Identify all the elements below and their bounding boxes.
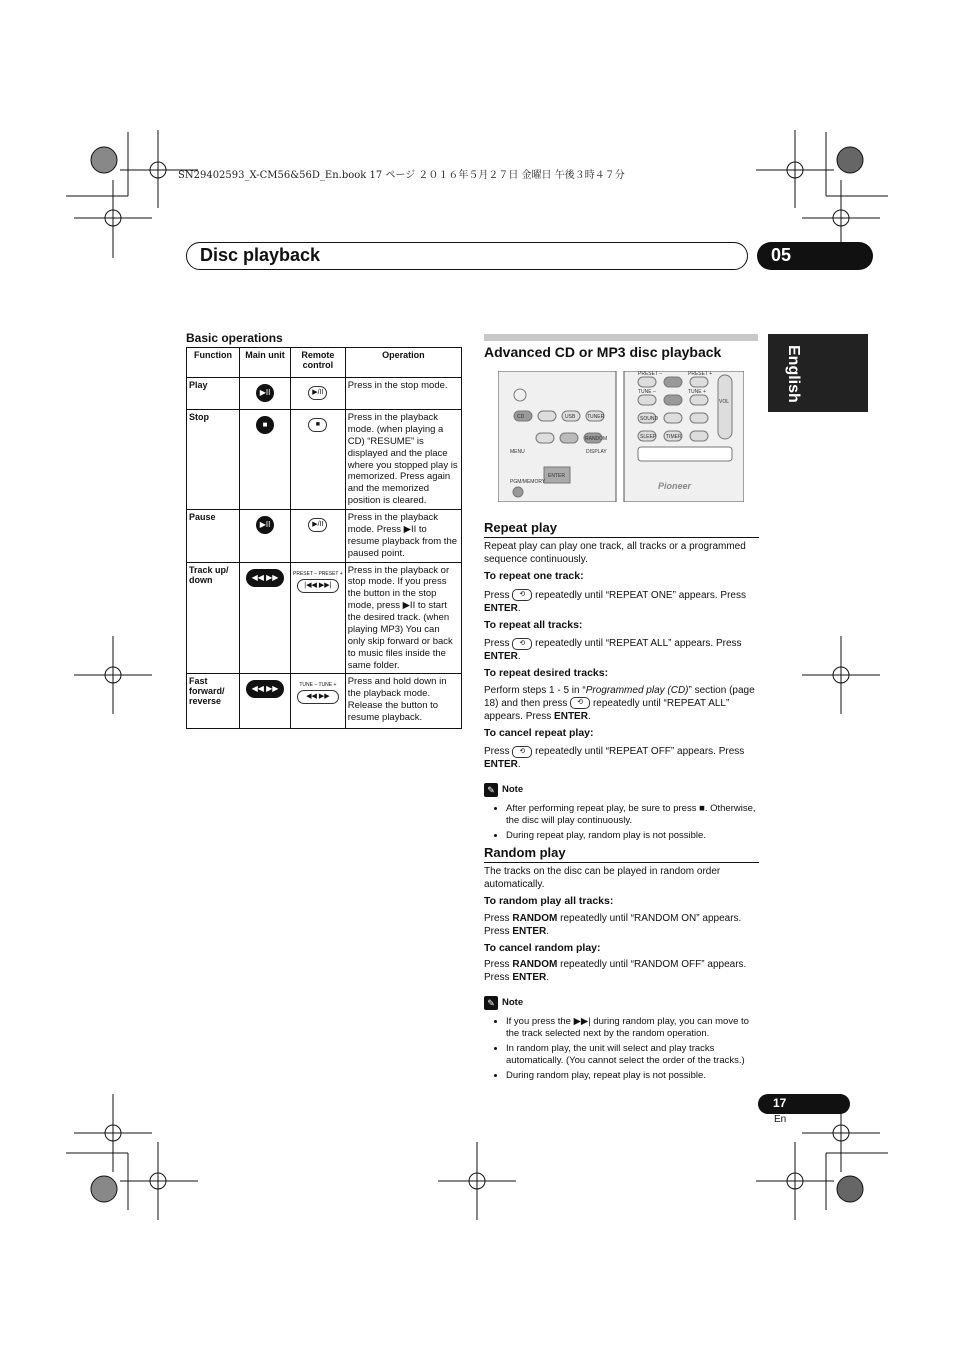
language-tab-label: English xyxy=(785,345,802,403)
repeat-one-instruction: repeatedly until “REPEAT ONE” appears. Press xyxy=(535,589,746,601)
repeat-note-header xyxy=(484,783,759,797)
repeat-desired-heading: To repeat desired tracks: xyxy=(484,667,609,680)
chapter-badge xyxy=(757,242,873,270)
repeat-all-text xyxy=(484,637,759,663)
table-row xyxy=(187,510,462,563)
remote-cell xyxy=(291,410,346,510)
section-rule xyxy=(484,334,758,341)
basic-operations-table xyxy=(186,347,462,729)
main-unit-cell xyxy=(240,378,291,410)
remote-tuner-label: TUNER xyxy=(587,414,605,420)
file-header: SN29402593_X-CM56&56D_En.book 17 ページ ２０１６年５月２７日 金曜日 午後３時４７分 xyxy=(178,170,625,181)
remote-control-illustration xyxy=(498,371,744,502)
press-word: Press xyxy=(484,589,510,601)
enter-keyword: ENTER xyxy=(484,602,518,614)
repeat-desired-text xyxy=(484,684,759,723)
period: . xyxy=(587,710,591,722)
tune-plus-label: TUNE + xyxy=(318,682,337,689)
random-keyword: RANDOM xyxy=(512,959,558,971)
random-cancel-heading: To cancel random play: xyxy=(484,941,601,954)
desired-post: repeatedly until “REPEAT ALL” appears. Press xyxy=(484,697,730,722)
enter-keyword: ENTER xyxy=(554,710,588,722)
random-all-instruction: repeatedly until “RANDOM ON” appears. Press xyxy=(484,912,742,937)
play-pause-icon: ▶II xyxy=(256,384,274,402)
row-function: Stop xyxy=(187,410,240,510)
preset-minus-label: PRESET – xyxy=(293,570,318,577)
remote-timer-label: TIMER xyxy=(666,434,682,440)
remote-cell xyxy=(291,510,346,563)
row-function: Pause xyxy=(187,510,240,563)
remote-sleep-label: SLEEP xyxy=(640,434,657,440)
remote-cell xyxy=(291,562,346,674)
desired-pre: Perform steps 1 - 5 in “ xyxy=(484,684,586,696)
remote-display-label: DISPLAY xyxy=(586,449,607,455)
period: . xyxy=(517,651,521,663)
repeat-one-text xyxy=(484,589,759,615)
repeat-section xyxy=(484,520,759,845)
repeat-intro: Repeat play can play one track, all tracks or a programmed sequence continuously. xyxy=(484,540,746,565)
remote-sound-label: SOUND xyxy=(640,416,659,422)
random-cancel-instruction: repeatedly until “RANDOM OFF” appears. Press xyxy=(484,959,747,984)
col-main-unit: Main unit xyxy=(240,348,291,378)
list-item: • If you press the ▶▶| during random play, you can move to the track selected next by the random operation. xyxy=(506,1016,759,1040)
table-header-row xyxy=(187,348,462,378)
page-language: En xyxy=(774,1114,787,1125)
page-number: 17 xyxy=(773,1096,787,1110)
row-operation: Press in the stop mode. xyxy=(345,378,461,410)
period: . xyxy=(546,925,550,937)
col-operation: Operation xyxy=(345,348,461,378)
remote-cell xyxy=(291,674,346,729)
repeat-cancel-text xyxy=(484,745,759,771)
note-label: Note xyxy=(502,784,524,796)
remote-usb-label: USB xyxy=(565,414,576,420)
random-cancel-text xyxy=(484,958,759,984)
col-function: Function xyxy=(187,348,240,378)
repeat-cancel-heading: To cancel repeat play: xyxy=(484,726,594,739)
remote-vol-label: VOL xyxy=(719,399,730,405)
play-pause-remote-icon: ▶/II xyxy=(308,518,327,532)
basic-operations-label: Basic operations xyxy=(186,331,283,345)
note-icon: ✎ xyxy=(484,996,498,1010)
list-item: • During random play, repeat play is not possible. xyxy=(506,1070,759,1082)
row-function: Fast forward/ reverse xyxy=(187,674,240,729)
remote-preset-minus-label: PRESET – xyxy=(638,371,663,377)
enter-keyword: ENTER xyxy=(484,759,518,771)
random-keyword: RANDOM xyxy=(512,912,558,924)
list-item: • In random play, the unit will select and play tracks automatically. (You cannot select the order of the tracks.) xyxy=(506,1043,759,1067)
enter-keyword: ENTER xyxy=(484,651,518,663)
tune-minus-label: TUNE – xyxy=(299,682,318,689)
col-remote-control: Remote control xyxy=(291,348,346,378)
period: . xyxy=(517,602,521,614)
remote-enter-label: ENTER xyxy=(548,473,565,479)
random-heading: Random play xyxy=(484,845,759,863)
row-operation: Press in the playback mode. (when playing a CD) “RESUME” is displayed and the place where you stopped play is memorized. Press again and the memorized position is cleared. xyxy=(345,410,461,510)
list-item: • After performing repeat play, be sure to press ■. Otherwise, the disc will play continuously. xyxy=(506,803,759,827)
row-function: Play xyxy=(187,378,240,410)
advanced-heading: Advanced CD or MP3 disc playback xyxy=(484,344,722,360)
play-pause-remote-icon: ▶/II xyxy=(308,386,327,400)
main-unit-cell xyxy=(240,674,291,729)
press-word: Press xyxy=(484,912,510,924)
remote-tune-minus-label: TUNE – xyxy=(638,389,656,395)
tune-labels xyxy=(293,682,343,688)
random-note-header xyxy=(484,996,759,1010)
repeat-one-heading: To repeat one track: xyxy=(484,569,584,582)
table-row xyxy=(187,378,462,410)
random-all-heading: To random play all tracks: xyxy=(484,894,614,907)
repeat-icon: ⟲ xyxy=(512,638,532,650)
skip-remote-icon: |◀◀ ▶▶| xyxy=(297,579,339,593)
table-row xyxy=(187,562,462,674)
remote-preset-plus-label: PRESET + xyxy=(688,371,713,377)
stop-remote-icon: ■ xyxy=(308,418,327,432)
row-operation: Press and hold down in the playback mode. Release the button to resume playback. xyxy=(345,674,461,729)
main-unit-cell xyxy=(240,510,291,563)
row-function: Track up/ down xyxy=(187,562,240,674)
page-title: Disc playback xyxy=(200,245,321,265)
random-all-text xyxy=(484,912,759,938)
repeat-all-heading: To repeat all tracks: xyxy=(484,618,583,631)
random-notes xyxy=(484,1016,759,1081)
play-pause-icon: ▶II xyxy=(256,516,274,534)
table-row xyxy=(187,674,462,729)
period: . xyxy=(517,759,521,771)
row-operation: Press in the playback mode. Press ▶II to resume playback from the paused point. xyxy=(345,510,461,563)
press-word: Press xyxy=(484,959,510,971)
page-number-pill xyxy=(758,1094,850,1114)
remote-tune-plus-label: TUNE + xyxy=(688,389,706,395)
stop-icon: ■ xyxy=(256,416,274,434)
note-icon: ✎ xyxy=(484,783,498,797)
random-section xyxy=(484,845,759,1085)
random-intro: The tracks on the disc can be played in random order automatically. xyxy=(484,865,721,890)
programmed-play-reference: Programmed play (CD) xyxy=(585,684,689,696)
table-row xyxy=(187,410,462,510)
chapter-number: 05 xyxy=(771,245,792,265)
pioneer-logo: Pioneer xyxy=(658,481,692,491)
preset-plus-label: PRESET + xyxy=(318,570,343,577)
remote-menu-label: MENU xyxy=(510,449,525,455)
note-label: Note xyxy=(502,997,524,1008)
remote-random-label: RANDOM xyxy=(585,436,608,442)
repeat-icon: ⟲ xyxy=(570,697,590,709)
repeat-notes xyxy=(484,803,759,842)
press-word: Press xyxy=(484,746,510,758)
row-operation: Press in the playback or stop mode. If you press the button in the stop mode, press ▶II to start the desired track. (when playing MP3) You can only skip forward or back to music files inside the same folder. xyxy=(345,562,461,674)
desired-mid: ” section (page 18) and then press xyxy=(484,684,755,709)
search-icon: ◀◀ ▶▶ xyxy=(246,680,284,698)
press-word: Press xyxy=(484,638,510,650)
remote-cell xyxy=(291,378,346,410)
repeat-cancel-instruction: repeatedly until “REPEAT OFF” appears. Press xyxy=(535,746,745,758)
tune-remote-icon: ◀◀ ▶▶ xyxy=(297,690,339,704)
repeat-icon: ⟲ xyxy=(512,746,532,758)
enter-keyword: ENTER xyxy=(512,925,547,937)
remote-cd-label: CD xyxy=(517,414,525,420)
repeat-icon: ⟲ xyxy=(512,589,532,601)
preset-labels xyxy=(293,571,343,577)
repeat-heading: Repeat play xyxy=(484,520,759,538)
period: . xyxy=(546,972,550,984)
language-tab xyxy=(768,334,868,412)
main-unit-cell xyxy=(240,410,291,510)
remote-pgm-label: PGM/MEMORY xyxy=(510,479,546,485)
skip-icon: ◀◀ ▶▶ xyxy=(246,569,284,587)
enter-keyword: ENTER xyxy=(512,972,547,984)
list-item: • During repeat play, random play is not possible. xyxy=(506,830,759,842)
repeat-all-instruction: repeatedly until “REPEAT ALL” appears. Press xyxy=(535,638,742,650)
main-unit-cell xyxy=(240,562,291,674)
